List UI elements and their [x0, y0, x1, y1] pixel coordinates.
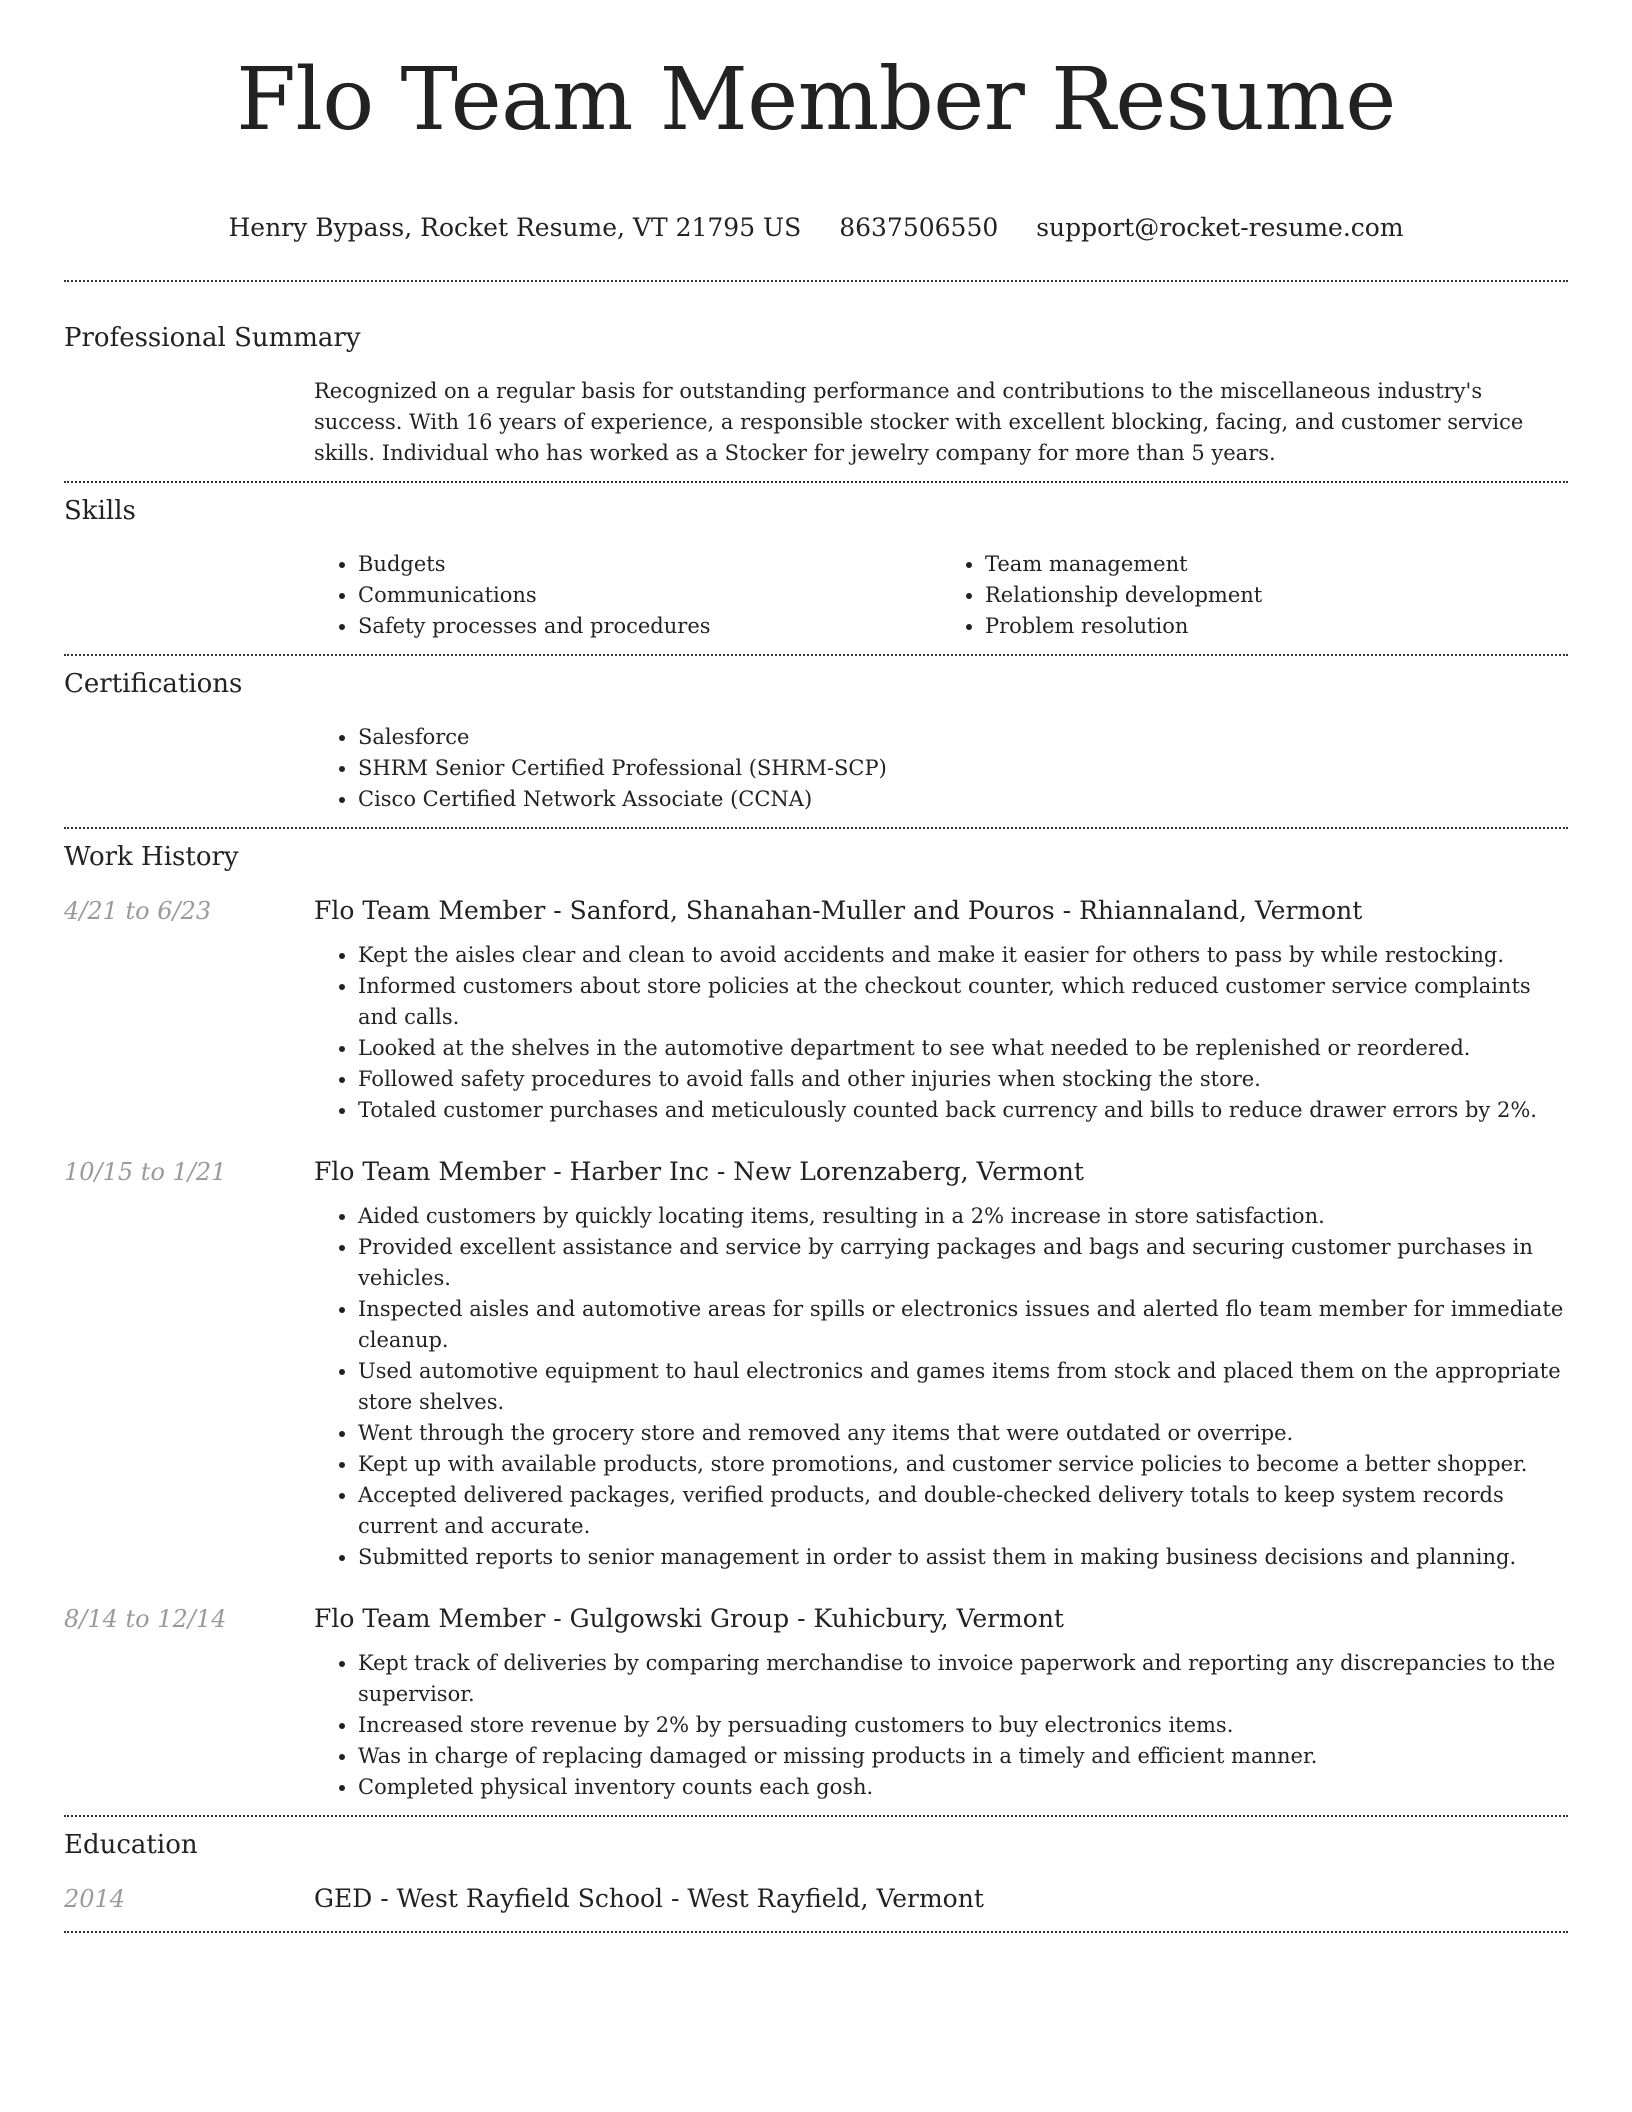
- skill-item: • Safety processes and procedures: [358, 611, 941, 642]
- certification-item: • Cisco Certified Network Associate (CCNA): [358, 784, 1568, 815]
- job-bullet: • Completed physical inventory counts each gosh.: [358, 1772, 1568, 1803]
- job-bullets: [314, 1648, 1568, 1803]
- job-bullet: • Aided customers by quickly locating items, resulting in a 2% increase in store satisfaction.: [358, 1201, 1568, 1232]
- education-title: GED - West Rayfield School - West Rayfield, Vermont: [314, 1884, 984, 1913]
- job-bullet: • Increased store revenue by 2% by persuading customers to buy electronics items.: [358, 1710, 1568, 1741]
- job-bullet: • Followed safety procedures to avoid falls and other injuries when stocking the store.: [358, 1064, 1568, 1095]
- job-entry: [64, 1156, 1568, 1573]
- skills-heading: Skills: [64, 496, 136, 526]
- skills-list: [314, 549, 1568, 642]
- job-bullet: • Accepted delivered packages, verified products, and double-checked delivery totals to keep system records current and accurate.: [358, 1480, 1568, 1542]
- job-dates: 8/14 to 12/14: [64, 1605, 227, 1633]
- job-bullets: [314, 940, 1568, 1126]
- skill-item: • Problem resolution: [985, 611, 1568, 642]
- contact-phone: 8637506550: [839, 213, 999, 242]
- certification-item: • SHRM Senior Certified Professional (SHRM-SCP): [358, 753, 1568, 784]
- skill-item: • Relationship development: [985, 580, 1568, 611]
- job-dates: 10/15 to 1/21: [64, 1158, 227, 1186]
- skill-item: • Budgets: [358, 549, 941, 580]
- education-entry: [64, 1883, 1568, 1915]
- divider: [64, 654, 1568, 656]
- job-bullet: • Kept the aisles clear and clean to avoid accidents and make it easier for others to pass by while restocking.: [358, 940, 1568, 971]
- job-title: Flo Team Member - Gulgowski Group - Kuhicbury, Vermont: [314, 1604, 1064, 1633]
- job-entry: [64, 895, 1568, 1126]
- education-heading: Education: [64, 1830, 198, 1860]
- certifications-section: [0, 666, 1632, 815]
- skills-column-left: [314, 549, 941, 642]
- job-title: Flo Team Member - Harber Inc - New Lorenzaberg, Vermont: [314, 1157, 1084, 1186]
- skill-item: • Communications: [358, 580, 941, 611]
- job-bullet: • Kept up with available products, store promotions, and customer service policies to become a better shopper.: [358, 1449, 1568, 1480]
- certifications-list: [314, 722, 1568, 815]
- job-bullet: • Went through the grocery store and removed any items that were outdated or overripe.: [358, 1418, 1568, 1449]
- divider: [64, 481, 1568, 483]
- skills-column-right: [941, 549, 1568, 642]
- education-section: [0, 1827, 1632, 1915]
- education-year: 2014: [64, 1885, 126, 1913]
- skill-item: • Team management: [985, 549, 1568, 580]
- job-bullet: • Kept track of deliveries by comparing merchandise to invoice paperwork and reporting any discrepancies to the supervisor.: [358, 1648, 1568, 1710]
- job-dates: 4/21 to 6/23: [64, 897, 212, 925]
- job-bullet: • Submitted reports to senior management in order to assist them in making business decisions and planning.: [358, 1542, 1568, 1573]
- divider: [64, 1815, 1568, 1817]
- job-bullet: • Informed customers about store policies at the checkout counter, which reduced customer service complaints and calls.: [358, 971, 1568, 1033]
- job-bullet: • Used automotive equipment to haul electronics and games items from stock and placed them on the appropriate store shelves.: [358, 1356, 1568, 1418]
- job-title: Flo Team Member - Sanford, Shanahan-Muller and Pouros - Rhiannaland, Vermont: [314, 896, 1363, 925]
- contact-email: support@rocket-resume.com: [1036, 213, 1404, 242]
- contact-line: [0, 212, 1632, 244]
- job-bullet: • Looked at the shelves in the automotive department to see what needed to be replenished or reordered.: [358, 1033, 1568, 1064]
- skills-section: [0, 493, 1632, 642]
- summary-text: Recognized on a regular basis for outstanding performance and contributions to the miscellaneous industry's success. With 16 years of experience, a responsible stocker with excellent blocking, facing, and customer service skills. Individual who has worked as a Stocker for jewelry company for more than 5 years.: [314, 379, 1524, 465]
- job-bullets: [314, 1201, 1568, 1573]
- job-bullet: • Inspected aisles and automotive areas for spills or electronics issues and alerted flo team member for immediate cleanup.: [358, 1294, 1568, 1356]
- job-bullet: • Was in charge of replacing damaged or missing products in a timely and efficient manner.: [358, 1741, 1568, 1772]
- contact-address: Henry Bypass, Rocket Resume, VT 21795 US: [228, 213, 802, 242]
- summary-section: [0, 320, 1632, 469]
- job-bullet: • Provided excellent assistance and service by carrying packages and bags and securing customer purchases in vehicles.: [358, 1232, 1568, 1294]
- work-heading: Work History: [64, 842, 239, 872]
- page-title: Flo Team Member Resume: [236, 50, 1396, 150]
- divider: [64, 827, 1568, 829]
- certifications-heading: Certifications: [64, 669, 243, 699]
- summary-heading: Professional Summary: [64, 323, 361, 353]
- job-bullet: • Totaled customer purchases and meticulously counted back currency and bills to reduce drawer errors by 2%.: [358, 1095, 1568, 1126]
- work-section: [0, 839, 1632, 1803]
- certification-item: • Salesforce: [358, 722, 1568, 753]
- divider: [64, 1931, 1568, 1933]
- divider: [64, 280, 1568, 282]
- job-entry: [64, 1603, 1568, 1803]
